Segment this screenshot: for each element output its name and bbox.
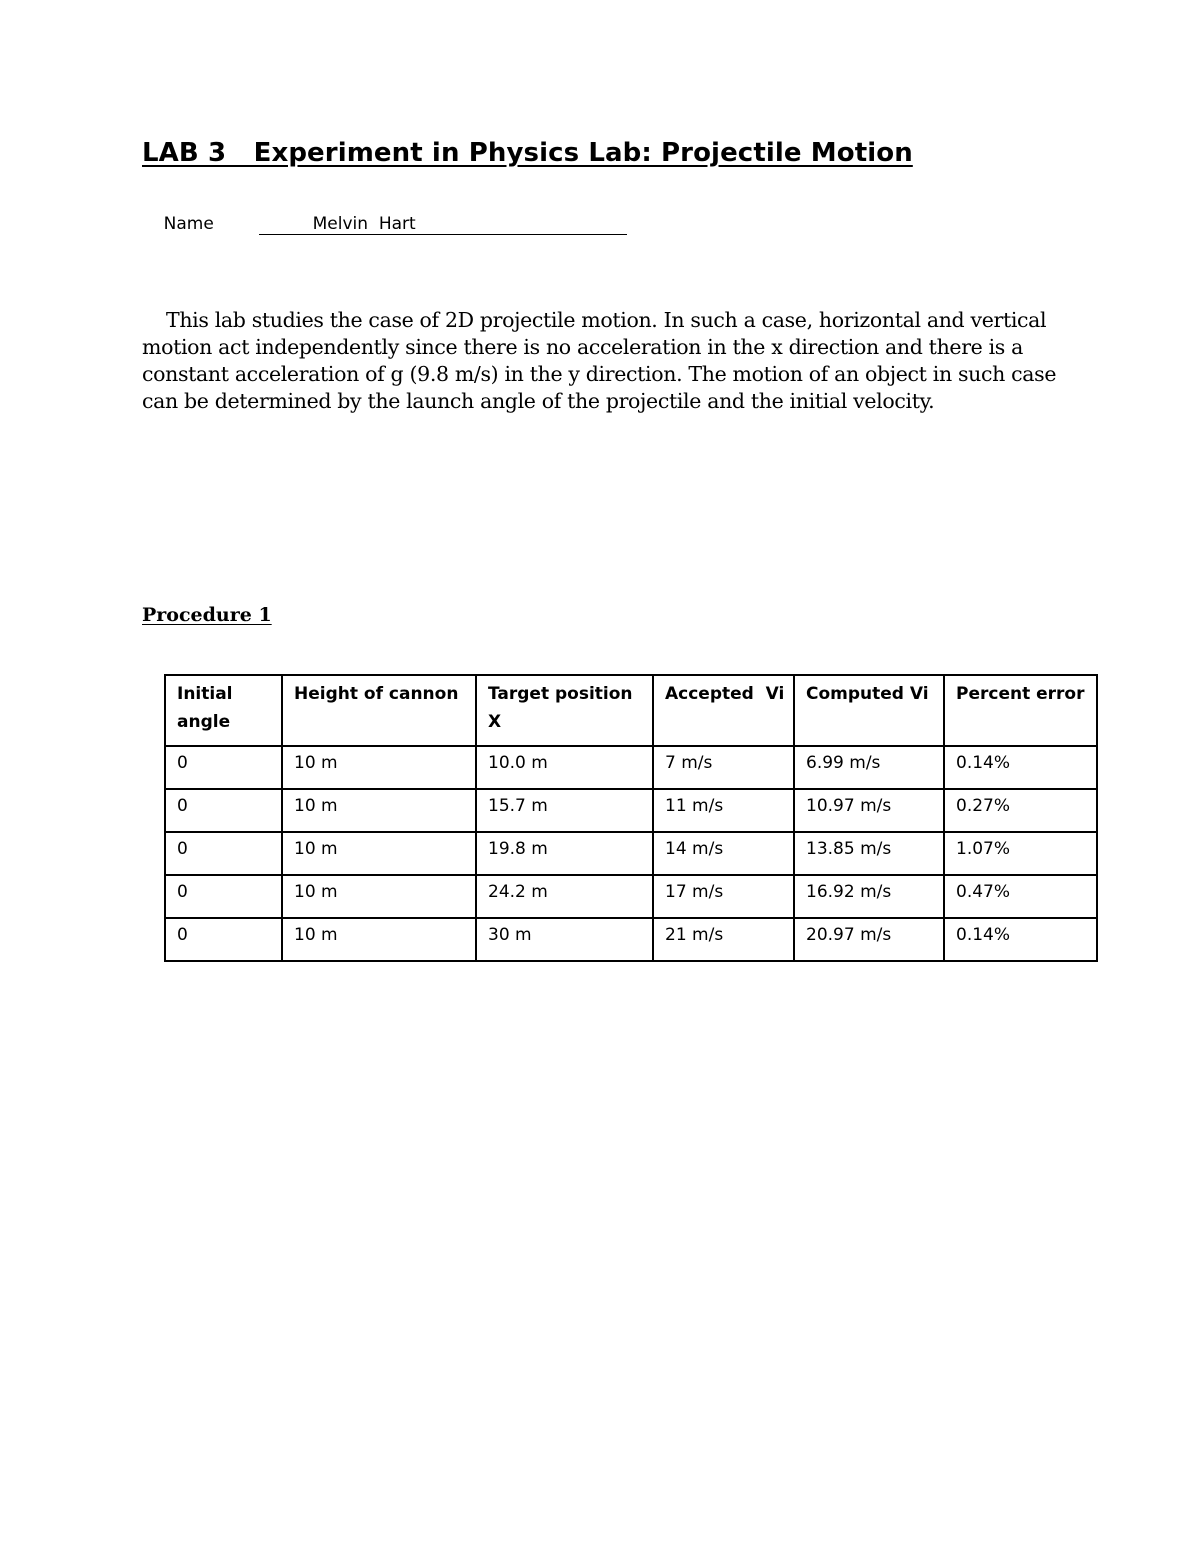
- cell-accepted-vi: 21 m/s: [653, 918, 794, 961]
- cell-initial-angle: 0: [165, 918, 282, 961]
- header-computed-vi: Computed Vi: [794, 675, 944, 746]
- cell-target-position: 30 m: [476, 918, 653, 961]
- header-percent-error: Percent error: [944, 675, 1097, 746]
- cell-computed-vi: 20.97 m/s: [794, 918, 944, 961]
- intro-paragraph: This lab studies the case of 2D projectile motion. In such a case, horizontal and vertical motion act independently since there is no acceleration in the x direction and there is a constant acceleration of g (9.8 m/s) in the y direction. The motion of an object in such case can be determined by the launch angle of the projectile and the initial velocity.: [142, 308, 1057, 413]
- header-target-position: Target position X: [476, 675, 653, 746]
- cell-percent-error: 0.14%: [944, 746, 1097, 789]
- cell-accepted-vi: 7 m/s: [653, 746, 794, 789]
- cell-height: 10 m: [282, 746, 476, 789]
- header-accepted-vi: Accepted Vi: [653, 675, 794, 746]
- table-header-row: [165, 675, 1097, 746]
- cell-target-position: 24.2 m: [476, 875, 653, 918]
- cell-height: 10 m: [282, 875, 476, 918]
- cell-initial-angle: 0: [165, 832, 282, 875]
- cell-accepted-vi: 11 m/s: [653, 789, 794, 832]
- cell-height: 10 m: [282, 832, 476, 875]
- name-value: Melvin Hart: [259, 215, 627, 235]
- name-label: Name: [163, 214, 214, 234]
- table-row: [165, 832, 1097, 875]
- cell-initial-angle: 0: [165, 875, 282, 918]
- cell-target-position: 10.0 m: [476, 746, 653, 789]
- cell-computed-vi: 6.99 m/s: [794, 746, 944, 789]
- table-row: [165, 746, 1097, 789]
- cell-percent-error: 0.27%: [944, 789, 1097, 832]
- cell-percent-error: 0.47%: [944, 875, 1097, 918]
- cell-computed-vi: 10.97 m/s: [794, 789, 944, 832]
- table-row: [165, 789, 1097, 832]
- cell-height: 10 m: [282, 918, 476, 961]
- cell-accepted-vi: 17 m/s: [653, 875, 794, 918]
- results-table: [164, 674, 1098, 962]
- header-height-of-cannon: Height of cannon: [282, 675, 476, 746]
- cell-percent-error: 1.07%: [944, 832, 1097, 875]
- document-title: LAB 3 Experiment in Physics Lab: Projectile Motion: [142, 138, 913, 168]
- cell-initial-angle: 0: [165, 746, 282, 789]
- header-initial-angle: Initial angle: [165, 675, 282, 746]
- cell-target-position: 15.7 m: [476, 789, 653, 832]
- procedure-heading: Procedure 1: [142, 604, 272, 626]
- table-row: [165, 875, 1097, 918]
- cell-target-position: 19.8 m: [476, 832, 653, 875]
- name-row: [142, 194, 627, 255]
- cell-percent-error: 0.14%: [944, 918, 1097, 961]
- cell-computed-vi: 13.85 m/s: [794, 832, 944, 875]
- cell-accepted-vi: 14 m/s: [653, 832, 794, 875]
- table-row: [165, 918, 1097, 961]
- cell-initial-angle: 0: [165, 789, 282, 832]
- cell-computed-vi: 16.92 m/s: [794, 875, 944, 918]
- cell-height: 10 m: [282, 789, 476, 832]
